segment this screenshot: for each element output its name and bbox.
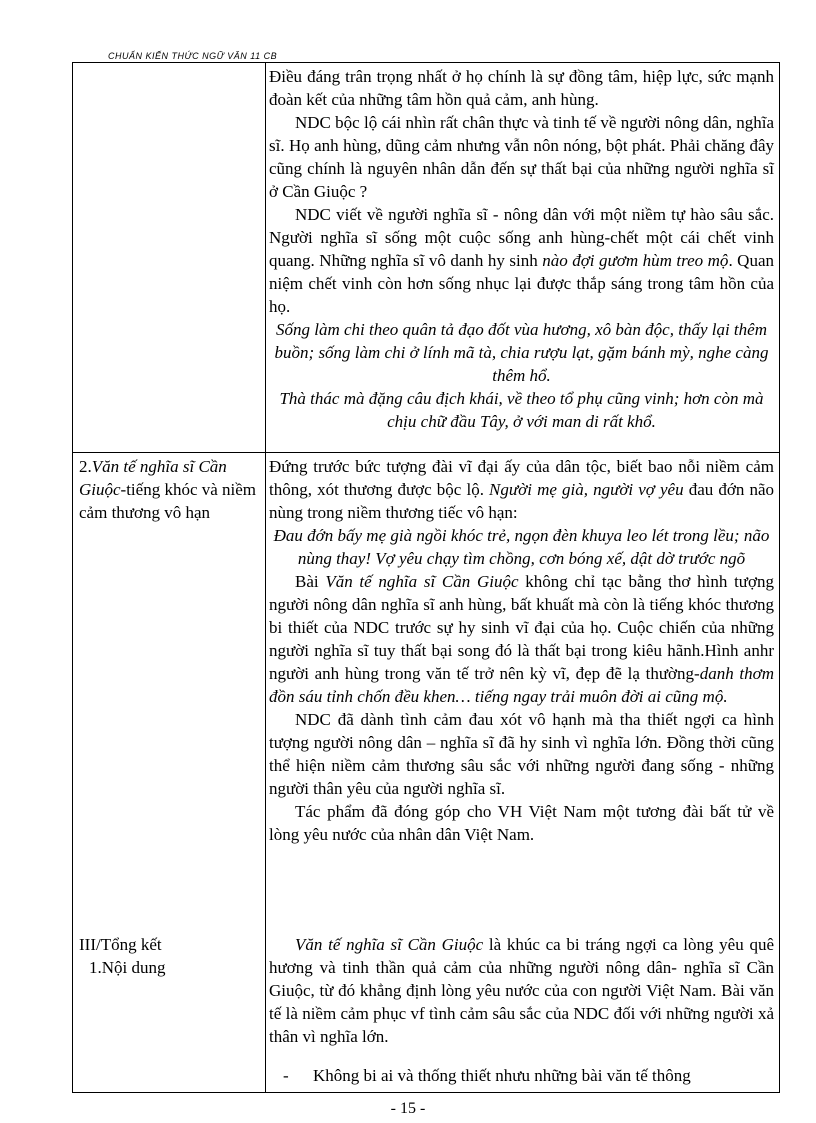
row2-content bbox=[269, 455, 774, 846]
column-divider bbox=[265, 63, 266, 1092]
row1-para1: Điều đáng trân trọng nhất ở họ chính là sự đồng tâm, hiệp lực, sức mạnh đoàn kết của những tâm hồn quả cảm, anh hùng. bbox=[269, 67, 774, 109]
row1-poem2: Thà thác mà đặng câu địch khái, về theo tổ phụ cũng vinh; hơn còn mà chịu chữ đầu Tây, ở với man di rất khổ. bbox=[279, 389, 764, 431]
page-header: CHUẨN KIẾN THỨC NGỮ VĂN 11 CB bbox=[108, 51, 278, 61]
row3-para: Văn tế nghĩa sĩ Cần Giuộc là khúc ca bi tráng ngợi ca lòng yêu quê hương và tinh thần quả cảm của những người nông dân- nghĩa sĩ Cần Giuộc, từ đó khẳng định lòng yêu nước của con người Việt Nam. Bài văn tế là niềm cảm phục vf tình cảm sâu sắc của NDC đối với những người xả thân vì nghĩa lớn. bbox=[269, 935, 774, 1046]
content-table bbox=[72, 62, 780, 1093]
row2-para2: Bài Văn tế nghĩa sĩ Cần Giuộc không chỉ tạc bằng thơ hình tượng người nông dân nghĩa sĩ anh hùng, bất khuất mà còn là tiếng khóc thương bi thiết của NDC trước sự hy sinh vĩ đại của họ. Cuộc chiến của những người nghĩa sĩ tuy thất bại song đó là thất bại trong kiêu hãnh.Hình anhr người anh hùng trong văn tế trở nên kỳ vĩ, đẹp đẽ lạ thường-danh thơm đồn sáu tỉnh chốn đều khen… tiếng ngay trải muôn đời ai cũng mộ. bbox=[269, 572, 774, 706]
row2-poem: Đau đớn bấy mẹ già ngồi khóc trẻ, ngọn đèn khuya leo lét trong lều; não nùng thay! Vợ yêu chạy tìm chồng, cơn bóng xế, dật dờ trước ngõ bbox=[273, 526, 770, 568]
row1-poem1: Sống làm chi theo quân tả đạo đốt vùa hương, xô bàn độc, thấy lại thêm buồn; sống làm chi ở lính mã tà, chia rượu lạt, gặm bánh mỳ, nghe càng thêm hổ. bbox=[274, 320, 769, 385]
row1-para3: NDC viết về người nghĩa sĩ - nông dân với một niềm tự hào sâu sắc. Người nghĩa sĩ sống một cuộc sống anh hùng-chết một cái chết vinh quang. Những nghĩa sĩ vô danh hy sinh nào đợi gươm hùm treo mộ. Quan niệm chết vinh còn hơn sống nhục lại được thắp sáng trong tâm hồn của họ. bbox=[269, 205, 775, 316]
row2-para3: NDC đã dành tình cảm đau xót vô hạnh mà tha thiết ngợi ca hình tượng người nông dân – nghĩa sĩ đã hy sinh vì nghĩa lớn. Đồng thời cũng thể hiện niềm cảm thương sâu sắc với những người đang sống - những người thân yêu của người nghĩa sĩ. bbox=[269, 710, 774, 798]
row3-bullet: - Không bi ai và thống thiết nhưu những bài văn tế thông bbox=[283, 1066, 691, 1085]
section-title: III/Tổng kết bbox=[79, 935, 162, 954]
row2-para1: Đứng trước bức tượng đài vĩ đại ấy của dân tộc, biết bao nỗi niềm cảm thông, xót thương được bộc lộ. Người mẹ già, người vợ yêu đau đớn não nùng trong niềm thương tiếc vô hạn: bbox=[269, 457, 774, 522]
row2-label: 2.Văn tế nghĩa sĩ Cần Giuộc-tiếng khóc và niềm cảm thương vô hạn bbox=[79, 457, 257, 522]
row3-content bbox=[269, 933, 774, 1087]
row-separator bbox=[73, 452, 779, 453]
page-number: - 15 - bbox=[390, 1100, 426, 1117]
row1-content bbox=[269, 65, 774, 433]
row1-para2: NDC bộc lộ cái nhìn rất chân thực và tinh tế về người nông dân, nghĩa sĩ. Họ anh hùng, dũng cảm nhưng vẫn nôn nóng, bột phát. Phải chăng đây cũng chính là nguyên nhân dẫn đến sự thất bại của những người nghĩa sĩ ở Cần Giuộc ? bbox=[269, 113, 774, 201]
row3-label bbox=[79, 933, 259, 979]
row2-para4: Tác phẩm đã đóng góp cho VH Việt Nam một tương đài bất tử về lòng yêu nước của nhân dân Việt Nam. bbox=[269, 802, 774, 844]
subsection-title: 1.Nội dung bbox=[89, 958, 166, 977]
